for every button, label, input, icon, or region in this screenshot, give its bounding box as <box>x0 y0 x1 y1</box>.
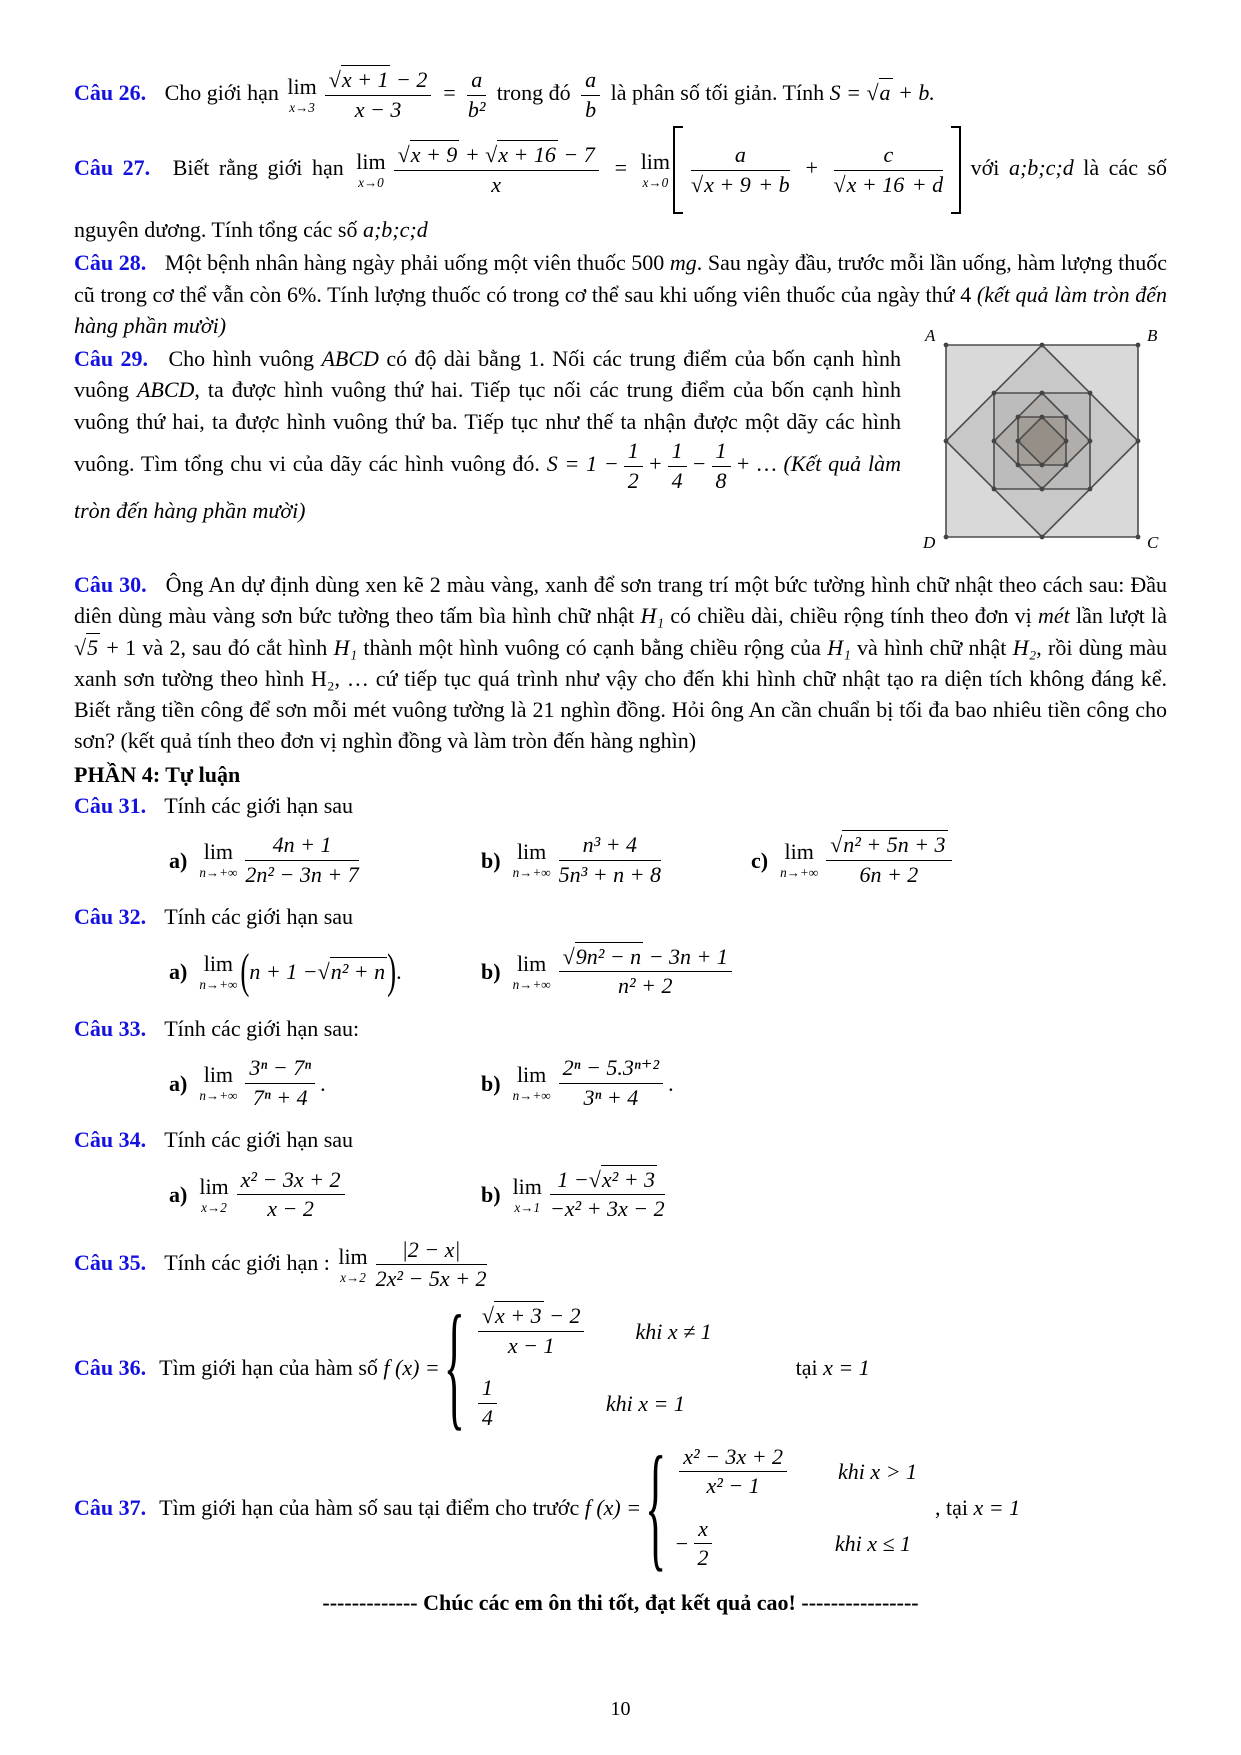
question-27 <box>74 126 1167 245</box>
radicand: x + 9 <box>704 171 751 197</box>
radicand: n² + 5n + 3 <box>843 832 946 858</box>
denominator: 2 <box>627 467 639 493</box>
limit-subscript: n→+∞ <box>199 865 238 881</box>
case-condition: khi x > 1 <box>838 1459 918 1485</box>
item-tag: b) <box>481 959 501 985</box>
sqrt-expression <box>866 78 892 105</box>
item-a <box>169 1166 481 1224</box>
limit-operator <box>199 1173 229 1215</box>
denominator <box>691 171 790 198</box>
numerator <box>550 1168 665 1196</box>
numerator: 2ⁿ − 5.3ⁿ⁺² <box>559 1056 663 1084</box>
text-run: , rồi dùng màu xanh sơn tường theo hình H₂, … cứ tiếp tục quá trình như vậy cho đến khi hình chữ nhật tạo ra diện tích không đáng kể. Biết rằng tiền công để sơn mỗi mét vuông tường là 21 nghìn đồng. Hỏi ông An cần chuẩn bị tối đa bao nhiêu tiền công cho sơn? (kết quả tính theo đơn vị nghìn đồng và làm tròn đến hàng nghìn) <box>74 634 1167 754</box>
numerator: 1 <box>478 1376 497 1404</box>
limit-subscript: x→3 <box>289 100 315 116</box>
numerator: c <box>834 143 944 171</box>
right-bracket <box>951 126 961 214</box>
left-bracket <box>673 126 683 214</box>
nested-squares-figure <box>917 327 1167 549</box>
limit-operator <box>199 1064 237 1102</box>
equals-sign: = <box>441 80 457 106</box>
math-fraction <box>581 68 600 122</box>
sqrt-symbol: √ <box>481 1303 494 1329</box>
numerator <box>826 833 951 861</box>
numerator: 1 <box>668 439 687 467</box>
math-fraction <box>245 1056 315 1110</box>
denominator: 8 <box>715 467 727 493</box>
sqrt-symbol: √ <box>74 634 87 660</box>
minus-sign: − <box>691 451 707 477</box>
text-run: Cho giới hạn <box>164 80 279 106</box>
text-run: , ta được hình vuông thứ hai. Tiếp tục nối các trung điểm của bốn cạnh hình vuông thứ hai, ta được hình vuông thứ ba. Tiếp tục như thế ta nhận được một dãy các hình vuông. Tìm tổng chu vi của dãy các hình vuông đó. <box>74 377 901 477</box>
question-label: Câu 26. <box>74 80 147 106</box>
text-run: Tính các giới hạn sau <box>164 792 354 818</box>
text-run: 1 − <box>557 1166 589 1192</box>
text-run: Tìm giới hạn của hàm số <box>159 1354 378 1380</box>
math-fraction <box>694 1517 712 1571</box>
item-tag: a) <box>169 959 188 985</box>
lim-word: lim <box>338 1243 368 1269</box>
numerator: a <box>691 143 790 171</box>
lim-word: lim <box>203 839 234 865</box>
item-tag: b) <box>481 1182 501 1208</box>
plus-sign: + <box>804 155 819 181</box>
numerator: a <box>467 68 486 96</box>
item-tag: b) <box>481 1070 501 1096</box>
math-fraction <box>325 68 432 122</box>
sqrt-expression <box>329 65 391 92</box>
page-number: 10 <box>610 1697 631 1720</box>
numerator <box>325 68 432 96</box>
sqrt-expression <box>485 140 558 167</box>
sqrt-expression <box>691 170 753 197</box>
text-run: có chiều dài, chiều rộng tính theo đơn vị <box>664 603 1038 629</box>
radicand: 5 <box>87 634 99 660</box>
question-label: Câu 33. <box>74 1015 147 1041</box>
math-fraction <box>834 143 944 197</box>
text-run-italic: (Kết quả làm tròn đến hàng phần mười) <box>74 451 901 524</box>
case-2 <box>473 1374 712 1432</box>
radicand: x + 9 <box>410 142 458 168</box>
limit-subscript: n→+∞ <box>199 976 238 992</box>
lim-word: lim <box>640 149 671 175</box>
lim-word: lim <box>203 1062 234 1088</box>
text-run-italic: mét <box>1037 603 1070 629</box>
sqrt-expression <box>398 140 460 167</box>
numerator: x² − 3x + 2 <box>237 1168 345 1196</box>
figure-label-b: B <box>1147 327 1158 346</box>
lim-word: lim <box>516 950 547 976</box>
question-label: Câu 30. <box>74 572 147 598</box>
question-31 <box>74 790 1167 821</box>
equals-sign: = <box>613 155 629 181</box>
math-expression: x = 1 <box>973 1495 1021 1521</box>
limit-subscript: x→2 <box>201 1199 227 1215</box>
numerator <box>478 1304 585 1332</box>
radicand: x + 16 <box>846 171 905 197</box>
text-run: . <box>668 1070 674 1096</box>
math-variables: a;b;c;d <box>362 217 428 243</box>
text-run: − 2 <box>395 67 428 92</box>
limit-subscript: n→+∞ <box>780 865 819 881</box>
question-35 <box>74 1236 1167 1294</box>
sqrt-symbol: √ <box>833 171 846 197</box>
denominator: x <box>491 171 502 197</box>
case-condition: khi x = 1 <box>605 1390 685 1416</box>
text-run: + 1 và 2, sau đó cắt hình <box>106 634 334 660</box>
question-37 <box>74 1427 1167 1585</box>
piecewise-cases <box>473 1302 712 1433</box>
limit-subscript: n→+∞ <box>199 1088 238 1104</box>
part-4-heading: PHẦN 4: Tự luận <box>74 761 241 787</box>
numerator: n³ + 4 <box>559 833 661 861</box>
limit-subscript: x→0 <box>358 175 384 191</box>
limit-subscript: n→+∞ <box>512 1088 551 1104</box>
text-run: . <box>320 1070 326 1096</box>
question-36 <box>74 1287 1167 1445</box>
at-point-text <box>796 1352 870 1383</box>
denominator: 5n³ + n + 8 <box>558 861 661 887</box>
denominator: b² <box>467 96 486 122</box>
numerator: x <box>694 1517 712 1545</box>
lim-word: lim <box>512 1173 542 1199</box>
math-expression: + … <box>735 451 777 477</box>
math-expression: S = 1 − <box>546 451 619 477</box>
numerator: x² − 3x + 2 <box>679 1445 787 1473</box>
text-run-italic: H₁ <box>333 634 358 660</box>
text-run: trong đó <box>496 80 571 106</box>
item-b <box>481 831 751 889</box>
math-fraction <box>394 143 599 197</box>
sqrt-symbol: √ <box>691 171 704 197</box>
at-point-text <box>935 1492 1020 1523</box>
math-fraction <box>624 439 643 493</box>
text-run: Tính các giới hạn : <box>164 1249 330 1275</box>
limit-subscript: n→+∞ <box>512 976 551 992</box>
right-paren: ) <box>387 943 397 998</box>
plus-sign: + <box>464 142 480 168</box>
question-label: Câu 35. <box>74 1249 147 1275</box>
question-label: Câu 31. <box>74 792 147 818</box>
math-fraction <box>467 68 486 122</box>
radicand: x + 16 <box>498 142 556 168</box>
denominator: 2 <box>697 1545 709 1571</box>
figure-label-c: C <box>1147 533 1159 550</box>
limit-subscript: x→1 <box>514 1199 541 1215</box>
math-fraction <box>478 1376 497 1430</box>
item-b <box>481 1166 670 1224</box>
math-expression: n + 1 − <box>249 959 318 985</box>
limit-subscript: n→+∞ <box>512 865 551 881</box>
sqrt-expression <box>563 942 644 969</box>
piecewise-cases <box>674 1443 917 1574</box>
limit-operator <box>199 950 238 992</box>
numerator: 1 <box>624 439 643 467</box>
text-run: + b. <box>898 80 935 106</box>
radicand: x + 1 <box>341 67 389 92</box>
numerator: 4n + 1 <box>245 833 358 861</box>
sqrt-symbol: √ <box>562 943 575 969</box>
denominator: b <box>585 96 597 122</box>
text-run: là phân số tối giản. Tính <box>610 80 825 106</box>
text-run: thành một hình vuông có cạnh bằng chiều rộng của <box>357 634 828 660</box>
numerator: |2 − x| <box>376 1238 487 1266</box>
math-fraction <box>679 1445 787 1499</box>
text-run: Ông An dự định dùng xen kẽ 2 màu vàng, xanh để sơn trang trí một bức tường hình chữ nhật theo cách sau: Đầu diên dùng màu vàng sơn bức tường theo tấm bìa hình chữ nhật <box>74 572 1168 629</box>
lim-word: lim <box>516 839 547 865</box>
math-variables: a;b;c;d <box>1008 155 1074 181</box>
math-fraction <box>237 1168 345 1222</box>
math-fraction <box>559 1056 663 1110</box>
sqrt-symbol: √ <box>830 832 843 858</box>
question-label: Câu 34. <box>74 1127 147 1153</box>
limit-operator <box>356 151 385 189</box>
math-fraction <box>826 833 951 887</box>
text-run: Tính các giới hạn sau <box>164 904 354 930</box>
sqrt-expression <box>74 633 100 660</box>
denominator <box>834 171 944 198</box>
radicand: a <box>879 80 891 106</box>
numerator: a <box>581 68 600 96</box>
denominator: 4 <box>671 467 683 493</box>
denominator: 2x² − 5x + 2 <box>375 1266 487 1292</box>
question-33-items <box>169 1054 1167 1112</box>
denominator: 6n + 2 <box>859 861 919 887</box>
math-fraction <box>668 439 687 493</box>
text-run: Tính các giới hạn sau: <box>164 1015 360 1041</box>
limit-operator <box>780 841 818 879</box>
lim-word: lim <box>784 839 814 865</box>
limit-operator <box>512 950 551 992</box>
function-notation: f (x) = <box>383 1354 440 1380</box>
text-run: Cho hình vuông <box>168 346 322 372</box>
question-26 <box>74 66 1167 124</box>
radicand: x + 3 <box>494 1303 542 1329</box>
radicand: x² + 3 <box>601 1166 656 1192</box>
case-1 <box>674 1443 917 1501</box>
question-33 <box>74 1013 1167 1044</box>
text-run: . Sau ngày đầu, trước mỗi lần uống, hàm lượng thuốc cũ trong cơ thể vẫn còn 6%. Tính lượng thuốc có trong cơ thể sau khi uống viên thuốc của ngày thứ 4 <box>74 250 1167 307</box>
question-32-items <box>169 943 1167 1001</box>
numerator: 1 <box>712 439 731 467</box>
denominator: x² − 1 <box>706 1473 760 1499</box>
left-brace: { <box>645 1427 667 1585</box>
text-run: lần lượt là <box>1069 603 1167 629</box>
plus-sign: + <box>647 451 663 477</box>
text-run-italic: (kết quả làm tròn đến hàng phần mười) <box>74 281 1168 338</box>
left-paren: ( <box>240 943 250 998</box>
text-run: Tính các giới hạn sau <box>164 1127 354 1153</box>
lim-word: lim <box>516 1062 547 1088</box>
sqrt-expression <box>482 1301 544 1328</box>
text-run-italic: ABCD <box>321 346 379 372</box>
question-29 <box>74 327 1167 550</box>
sqrt-symbol: √ <box>317 959 330 985</box>
left-brace: { <box>443 1287 465 1445</box>
math-fraction <box>478 1304 585 1358</box>
math-fraction <box>245 833 358 887</box>
text-run: là các số nguyên dương. Tính tổng các số <box>74 155 1168 243</box>
text-run: + d <box>911 171 944 197</box>
limit-operator <box>513 1064 551 1102</box>
numerator <box>559 945 732 973</box>
item-a <box>169 1054 481 1112</box>
radicand: n² + n <box>330 959 386 985</box>
limit-operator <box>512 1173 542 1215</box>
case-condition: khi x ≤ 1 <box>834 1531 912 1557</box>
figure-label-a: A <box>925 327 936 346</box>
math-expression <box>830 78 935 105</box>
math-fraction <box>559 833 661 887</box>
text-run: Biết rằng giới hạn <box>172 155 344 181</box>
text-run: − 3n + 1 <box>648 943 728 969</box>
text-run-italic: H₂ <box>1012 634 1037 660</box>
question-label: Câu 27. <box>74 155 151 181</box>
case-condition: khi x ≠ 1 <box>635 1318 712 1344</box>
sqrt-symbol: √ <box>485 142 498 168</box>
question-label: Câu 36. <box>74 1354 147 1380</box>
question-34 <box>74 1124 1167 1155</box>
text-run: − 2 <box>549 1303 581 1329</box>
question-32 <box>74 901 1167 932</box>
limit-subscript: x→2 <box>340 1269 366 1285</box>
math-fraction <box>376 1238 487 1292</box>
text-run: Một bệnh nhân hàng ngày phải uống một viên thuốc 500 <box>164 250 670 276</box>
item-a <box>169 831 481 889</box>
sqrt-symbol: √ <box>866 80 879 106</box>
math-expression: x = 1 <box>823 1354 870 1380</box>
item-c <box>751 831 957 889</box>
question-31-items <box>169 831 1167 889</box>
question-label: Câu 32. <box>74 904 147 930</box>
text-run-italic: H₁ <box>827 634 851 660</box>
text-run: tại <box>795 1354 818 1380</box>
question-label: Câu 29. <box>74 346 149 372</box>
text-run: và hình chữ nhật <box>850 634 1013 660</box>
text-run: , tại <box>935 1495 969 1521</box>
item-tag: b) <box>481 847 501 873</box>
question-30 <box>74 555 1167 756</box>
item-tag: a) <box>169 1182 188 1208</box>
text-run: − 7 <box>563 142 595 168</box>
lim-word: lim <box>203 950 234 976</box>
text-run-italic: H₁ <box>640 603 665 629</box>
sqrt-expression <box>834 170 907 197</box>
function-notation: f (x) = <box>584 1495 642 1521</box>
limit-subscript: x→0 <box>642 175 669 191</box>
case-1 <box>473 1302 712 1360</box>
limit-operator <box>338 1243 368 1285</box>
limit-operator <box>513 841 551 879</box>
item-tag: a) <box>169 847 188 873</box>
closing-line: ------------- Chúc các em ôn thi tốt, đạt kết quả cao! ---------------- <box>322 1590 919 1616</box>
sqrt-symbol: √ <box>397 142 410 168</box>
denominator: x − 2 <box>267 1196 314 1222</box>
lim-word: lim <box>356 149 386 175</box>
text-run: với <box>970 155 1000 181</box>
sqrt-symbol: √ <box>328 67 341 92</box>
math-fraction <box>550 1168 665 1222</box>
item-tag: c) <box>751 847 769 873</box>
text-run: S = <box>829 80 861 106</box>
numerator <box>394 143 599 171</box>
denominator: n² + 2 <box>618 973 673 999</box>
limit-operator <box>641 151 670 189</box>
limit-operator <box>199 841 237 879</box>
lim-word: lim <box>199 1173 229 1199</box>
item-b <box>481 943 737 1001</box>
item-b <box>481 1054 674 1112</box>
math-fraction <box>691 143 790 197</box>
minus-sign: − <box>674 1531 690 1557</box>
text-run: . <box>396 959 402 985</box>
denominator: −x² + 3x − 2 <box>549 1196 665 1222</box>
text-run: Tìm giới hạn của hàm số sau tại điểm cho trước <box>159 1495 580 1521</box>
sqrt-expression <box>589 1165 657 1192</box>
denominator: 7ⁿ + 4 <box>252 1084 308 1110</box>
lim-word: lim <box>287 74 317 100</box>
text-run: + b <box>758 171 790 197</box>
radicand: 9n² − n <box>575 943 642 969</box>
sqrt-symbol: √ <box>588 1166 601 1192</box>
sqrt-expression <box>830 830 947 857</box>
denominator: 3ⁿ + 4 <box>583 1084 639 1110</box>
math-fraction <box>559 945 732 999</box>
denominator: x − 1 <box>507 1332 555 1358</box>
question-34-items <box>169 1166 1167 1224</box>
sqrt-expression <box>318 956 388 987</box>
denominator: x − 3 <box>354 96 402 122</box>
text-run-italic: ABCD <box>136 377 195 403</box>
limit-operator <box>287 76 316 114</box>
numerator: 3ⁿ − 7ⁿ <box>245 1056 315 1084</box>
item-a <box>169 943 481 998</box>
math-fraction <box>712 439 731 493</box>
denominator: 2n² − 3n + 7 <box>245 861 359 887</box>
text-run: có độ dài bằng 1. Nối các trung điểm của bốn cạnh hình vuông <box>74 346 901 403</box>
case-2 <box>674 1515 917 1573</box>
text-run-italic: mg <box>669 250 697 276</box>
question-label: Câu 28. <box>74 250 147 276</box>
item-tag: a) <box>169 1070 188 1096</box>
figure-label-d: D <box>923 533 936 550</box>
question-label: Câu 37. <box>74 1495 147 1521</box>
denominator: 4 <box>481 1404 493 1430</box>
